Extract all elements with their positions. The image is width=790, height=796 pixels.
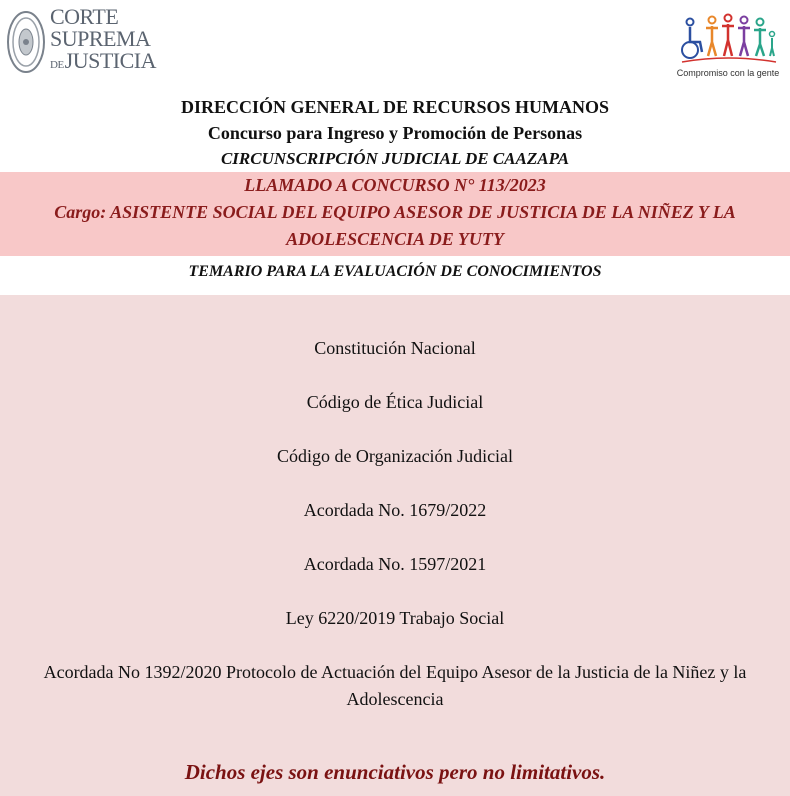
logo-tagline: Compromiso con la gente bbox=[676, 68, 780, 78]
logo-line-justicia-text: JUSTICIA bbox=[64, 48, 157, 73]
document-header bbox=[0, 0, 790, 90]
topic-item: Acordada No. 1679/2022 bbox=[303, 500, 487, 520]
topic-item: Acordada No. 1597/2021 bbox=[303, 554, 487, 574]
temario-title: TEMARIO PARA LA EVALUACIÓN DE CONOCIMIENTOS bbox=[188, 263, 602, 280]
corte-suprema-logo bbox=[4, 2, 157, 76]
title-circunscripcion: CIRCUNSCRIPCIÓN JUDICIAL DE CAAZAPA bbox=[220, 149, 570, 168]
national-seal-icon bbox=[6, 6, 46, 74]
title-direccion: DIRECCIÓN GENERAL DE RECURSOS HUMANOS bbox=[180, 97, 610, 117]
call-number: LLAMADO A CONCURSO N° 113/2023 bbox=[244, 175, 546, 195]
disclaimer-note: Dichos ejes son enunciativos pero no limitativos. bbox=[184, 760, 606, 784]
topic-item: Código de Ética Judicial bbox=[306, 392, 484, 412]
logo-line-de: DE bbox=[50, 59, 64, 71]
topic-item: Código de Organización Judicial bbox=[276, 446, 514, 466]
call-position: Cargo: ASISTENTE SOCIAL DEL EQUIPO ASESOR DE JUSTICIA DE LA NIÑEZ Y LA ADOLESCENCIA DE YUTY bbox=[54, 202, 736, 249]
title-concurso: Concurso para Ingreso y Promoción de Personas bbox=[207, 123, 583, 143]
logo-line-suprema: SUPREMA bbox=[50, 26, 151, 51]
document-titles bbox=[0, 95, 790, 171]
compromiso-logo bbox=[672, 12, 784, 84]
topics-panel bbox=[0, 295, 790, 796]
call-banner bbox=[0, 172, 790, 256]
topic-item: Constitución Nacional bbox=[314, 338, 476, 358]
topic-item: Acordada No 1392/2020 Protocolo de Actuación del Equipo Asesor de la Justicia de la Niñez y la Adolescencia bbox=[43, 662, 747, 709]
people-group-icon bbox=[678, 12, 778, 66]
logo-line-corte: CORTE bbox=[50, 4, 119, 29]
corte-suprema-wordmark bbox=[50, 6, 156, 76]
logo-line-justicia bbox=[50, 50, 156, 76]
topic-item: Ley 6220/2019 Trabajo Social bbox=[285, 608, 505, 628]
